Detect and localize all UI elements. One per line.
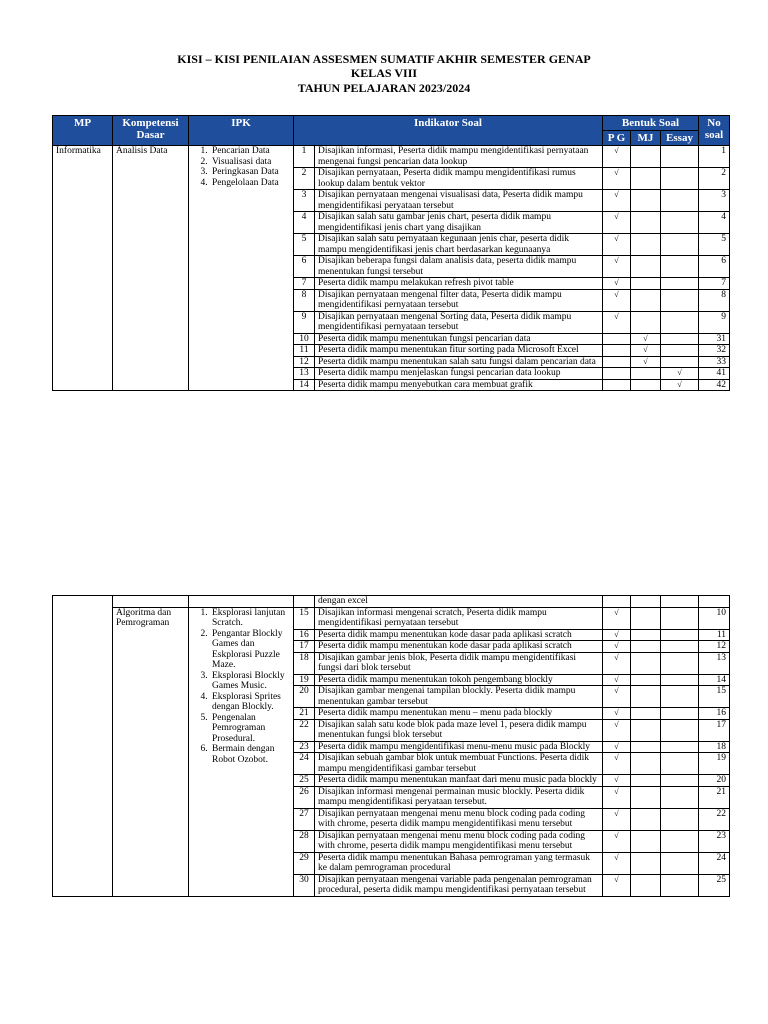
check-mj <box>631 379 661 391</box>
indicator-text: Peserta didik mampu menentukan Bahasa pemrograman yang termasuk ke dalam pemrograman procedural <box>315 852 603 874</box>
check-mj: √ <box>631 333 661 345</box>
indicator-number: 9 <box>294 311 315 333</box>
indicator-number: 11 <box>294 345 315 357</box>
indicator-text: Peserta didik mampu menyebutkan cara membuat grafik <box>315 379 603 391</box>
question-number: 42 <box>699 379 730 391</box>
ipk-item: 2. Visualisasi data <box>210 157 290 168</box>
ipk-item: 1. Pencarian Data <box>210 146 290 157</box>
indicator-text: Disajikan pernyataan mengenai variable pada pengenalan pemrograman procedural, peserta didik mampu mengidentifikasi pernyataan tersebut <box>315 874 603 896</box>
indicator-text: Disajikan pernyataan, Peserta didik mampu mengidentifikasi rumus lookup dalam bentuk vektor <box>315 168 603 190</box>
check-essay: √ <box>661 368 699 380</box>
check-mj <box>631 674 661 686</box>
check-mj <box>631 256 661 278</box>
question-number: 23 <box>699 830 730 852</box>
class-heading: KELAS VIII <box>350 66 418 80</box>
header-no-soal: No soal <box>699 116 730 146</box>
check-pg <box>603 345 631 357</box>
check-essay <box>661 311 699 333</box>
check-mj <box>631 234 661 256</box>
ipk-item: 4. Eksplorasi Sprites dengan Blockly. <box>210 692 290 713</box>
kisi-table <box>52 115 730 391</box>
indicator-number: 19 <box>294 674 315 686</box>
check-mj <box>631 719 661 741</box>
indicator-number: 8 <box>294 289 315 311</box>
check-pg: √ <box>603 808 631 830</box>
indicator-number: 4 <box>294 212 315 234</box>
empty-cell <box>113 596 189 608</box>
indicator-text: Peserta didik mampu menentukan kode dasar pada aplikasi scratch <box>315 641 603 653</box>
check-pg <box>603 333 631 345</box>
indicator-number: 15 <box>294 607 315 629</box>
indicator-number: 25 <box>294 775 315 787</box>
indicator-number: 26 <box>294 786 315 808</box>
question-number: 15 <box>699 686 730 708</box>
check-pg <box>603 368 631 380</box>
check-mj <box>631 753 661 775</box>
check-essay <box>661 289 699 311</box>
question-number: 31 <box>699 333 730 345</box>
check-essay <box>661 852 699 874</box>
indicator-number: 10 <box>294 333 315 345</box>
check-essay <box>661 775 699 787</box>
check-essay <box>661 356 699 368</box>
indicator-number: 6 <box>294 256 315 278</box>
ipk-item: 3. Eksplorasi Blockly Games Music. <box>210 671 290 692</box>
check-pg: √ <box>603 212 631 234</box>
indicator-number: 7 <box>294 278 315 290</box>
indicator-text: Peserta didik mampu melakukan refresh pivot table <box>315 278 603 290</box>
check-essay <box>661 168 699 190</box>
indicator-number: 17 <box>294 641 315 653</box>
check-mj <box>631 808 661 830</box>
check-mj <box>631 629 661 641</box>
check-mj <box>631 146 661 168</box>
check-essay <box>661 212 699 234</box>
question-number: 33 <box>699 356 730 368</box>
check-pg: √ <box>603 629 631 641</box>
ipk-item: 1. Eksplorasi lanjutan Scratch. <box>210 608 290 629</box>
empty-cell <box>294 596 315 608</box>
indicator-text: Disajikan salah satu gambar jenis chart, peserta didik mampu mengidentifikasi jenis chart yang disajikan <box>315 212 603 234</box>
indicator-number: 13 <box>294 368 315 380</box>
check-mj <box>631 168 661 190</box>
check-mj <box>631 830 661 852</box>
year-heading: TAHUN PELAJARAN 2023/2024 <box>297 81 471 95</box>
check-essay <box>661 278 699 290</box>
check-mj: √ <box>631 345 661 357</box>
check-pg: √ <box>603 719 631 741</box>
check-pg: √ <box>603 674 631 686</box>
ipk-item: 2. Pengantar Blockly Games dan Eskplorasi Puzzle Maze. <box>210 629 290 671</box>
continuation-row <box>53 596 730 608</box>
indicator-number: 29 <box>294 852 315 874</box>
header-mp: MP <box>53 116 113 146</box>
check-pg: √ <box>603 641 631 653</box>
check-essay <box>661 808 699 830</box>
indicator-number: 14 <box>294 379 315 391</box>
question-number: 18 <box>699 741 730 753</box>
indicator-text: Peserta didik mampu menentukan fitur sorting pada Microsoft Excel <box>315 345 603 357</box>
question-number: 5 <box>699 234 730 256</box>
check-mj <box>631 190 661 212</box>
check-pg: √ <box>603 652 631 674</box>
ipk-list <box>192 608 290 766</box>
indicator-number: 18 <box>294 652 315 674</box>
indicator-text: Peserta didik mampu menentukan salah satu fungsi dalam pencarian data <box>315 356 603 368</box>
kisi-table-continued <box>52 595 730 897</box>
question-number: 10 <box>699 607 730 629</box>
mata-pelajaran: Informatika <box>53 146 113 391</box>
indicator-text: Peserta didik mampu menentukan manfaat dari menu music pada blockly <box>315 775 603 787</box>
header-pg: P G <box>603 131 631 146</box>
check-mj <box>631 278 661 290</box>
check-essay <box>661 190 699 212</box>
check-mj <box>631 852 661 874</box>
check-essay <box>661 874 699 896</box>
question-number: 13 <box>699 652 730 674</box>
question-number: 3 <box>699 190 730 212</box>
empty-cell <box>631 596 661 608</box>
indicator-number: 24 <box>294 753 315 775</box>
indicator-text: Disajikan informasi mengenai permainan music blockly. Peserta didik mampu mengidentifikasi peryataan tersebut. <box>315 786 603 808</box>
kompetensi-dasar: Algoritma dan Pemrograman <box>113 607 189 896</box>
kompetensi-dasar: Analisis Data <box>113 146 189 391</box>
ipk-cell <box>189 607 294 896</box>
ipk-item: 6. Bermain dengan Robot Ozobot. <box>210 744 290 765</box>
check-essay <box>661 674 699 686</box>
check-pg: √ <box>603 775 631 787</box>
check-pg <box>603 379 631 391</box>
check-pg: √ <box>603 607 631 629</box>
indicator-number: 3 <box>294 190 315 212</box>
header-essay: Essay <box>661 131 699 146</box>
indicator-text: Disajikan salah satu pernyataan kegunaan jenis char, peserta didik mampu mengidentifikasi jenis chart berdasarkan kegunaanya <box>315 234 603 256</box>
check-mj <box>631 686 661 708</box>
check-essay <box>661 719 699 741</box>
question-number: 8 <box>699 289 730 311</box>
check-pg <box>603 356 631 368</box>
check-mj <box>631 874 661 896</box>
check-essay <box>661 234 699 256</box>
header-ipk: IPK <box>189 116 294 146</box>
check-mj <box>631 641 661 653</box>
check-mj <box>631 607 661 629</box>
table-row <box>53 146 730 168</box>
ipk-item: 4. Pengelolaan Data <box>210 178 290 189</box>
indicator-number: 20 <box>294 686 315 708</box>
check-mj <box>631 786 661 808</box>
indicator-number: 27 <box>294 808 315 830</box>
question-number: 16 <box>699 708 730 720</box>
empty-cell <box>699 596 730 608</box>
mata-pelajaran-empty <box>53 596 113 897</box>
check-mj <box>631 741 661 753</box>
check-essay: √ <box>661 379 699 391</box>
check-essay <box>661 345 699 357</box>
question-number: 41 <box>699 368 730 380</box>
check-mj <box>631 311 661 333</box>
indicator-number: 1 <box>294 146 315 168</box>
indicator-number: 5 <box>294 234 315 256</box>
indicator-text: Disajikan beberapa fungsi dalam analisis data, peserta didik mampu menentukan fungsi tersebut <box>315 256 603 278</box>
question-number: 12 <box>699 641 730 653</box>
empty-cell <box>603 596 631 608</box>
question-number: 9 <box>699 311 730 333</box>
check-pg: √ <box>603 741 631 753</box>
indicator-number: 28 <box>294 830 315 852</box>
question-number: 14 <box>699 674 730 686</box>
question-number: 19 <box>699 753 730 775</box>
check-pg: √ <box>603 852 631 874</box>
indicator-text: dengan excel <box>315 596 603 608</box>
question-number: 11 <box>699 629 730 641</box>
question-number: 17 <box>699 719 730 741</box>
indicator-text: Disajikan gambar mengenai tampilan blockly. Peserta didik mampu menentukan gambar tersebut <box>315 686 603 708</box>
check-essay <box>661 753 699 775</box>
check-pg: √ <box>603 289 631 311</box>
question-number: 7 <box>699 278 730 290</box>
question-number: 22 <box>699 808 730 830</box>
check-pg: √ <box>603 190 631 212</box>
check-pg: √ <box>603 168 631 190</box>
indicator-number: 16 <box>294 629 315 641</box>
indicator-text: Peserta didik mampu menentukan tokoh pengembang blockly <box>315 674 603 686</box>
header-bentuk-soal: Bentuk Soal <box>603 116 699 131</box>
header-kompetensi-dasar: Kompetensi Dasar <box>113 116 189 146</box>
indicator-text: Disajikan pernyataan mengenai menu menu block coding pada coding with chrome, peserta didik mampu mengidentifikasi menu tersebut <box>315 808 603 830</box>
check-mj <box>631 652 661 674</box>
check-essay <box>661 708 699 720</box>
indicator-text: Disajikan pernyataan mengenal filter data, Peserta didik mampu mengidentifikasi pernyataan tersebut <box>315 289 603 311</box>
check-pg: √ <box>603 686 631 708</box>
check-pg: √ <box>603 708 631 720</box>
check-mj <box>631 289 661 311</box>
indicator-text: Disajikan gambar jenis blok, Peserta didik mampu mengidentifikasi fungsi dari blok tersebut <box>315 652 603 674</box>
check-pg: √ <box>603 256 631 278</box>
ipk-item: 5. Pengenalan Pemrograman Prosedural. <box>210 713 290 745</box>
check-essay <box>661 146 699 168</box>
question-number: 25 <box>699 874 730 896</box>
check-mj <box>631 368 661 380</box>
header-indikator-soal: Indikator Soal <box>294 116 603 146</box>
indicator-text: Disajikan pernyataan mengenai menu menu block coding pada coding with chrome, peserta didik mampu mengidentifikasi menu tersebut <box>315 830 603 852</box>
indicator-text: Disajikan informasi, Peserta didik mampu mengidentifikasi pernyataan mengenai fungsi pencarian data lookup <box>315 146 603 168</box>
check-pg: √ <box>603 830 631 852</box>
question-number: 1 <box>699 146 730 168</box>
check-pg: √ <box>603 786 631 808</box>
question-number: 32 <box>699 345 730 357</box>
question-number: 24 <box>699 852 730 874</box>
ipk-cell <box>189 146 294 391</box>
indicator-number: 2 <box>294 168 315 190</box>
check-essay <box>661 686 699 708</box>
question-number: 2 <box>699 168 730 190</box>
check-essay <box>661 786 699 808</box>
table-row <box>53 607 730 629</box>
indicator-text: Disajikan informasi mengenai scratch, Peserta didik mampu mengidentifikasi pernyataan tersebut <box>315 607 603 629</box>
question-number: 6 <box>699 256 730 278</box>
indicator-text: Peserta didik mampu mengidentifikasi menu-menu music pada Blockly <box>315 741 603 753</box>
document-title: KISI – KISI PENILAIAN ASSESMEN SUMATIF AKHIR SEMESTER GENAP <box>177 52 591 66</box>
empty-cell <box>661 596 699 608</box>
ipk-item: 3. Peringkasan Data <box>210 167 290 178</box>
question-number: 20 <box>699 775 730 787</box>
indicator-text: Peserta didik mampu menentukan fungsi pencarian data <box>315 333 603 345</box>
check-pg: √ <box>603 874 631 896</box>
question-number: 4 <box>699 212 730 234</box>
check-mj <box>631 708 661 720</box>
check-pg: √ <box>603 146 631 168</box>
check-pg: √ <box>603 234 631 256</box>
check-essay <box>661 333 699 345</box>
indicator-text: Disajikan pernyataan mengenai visualisasi data, Peserta didik mampu mengidentifikasi peryataan tersebut <box>315 190 603 212</box>
check-mj: √ <box>631 356 661 368</box>
indicator-text: Peserta didik mampu menjelaskan fungsi pencarian data lookup <box>315 368 603 380</box>
indicator-text: Disajikan salah satu kode blok pada maze level 1, pesera didik mampu menentukan fungsi blok tersebut <box>315 719 603 741</box>
check-essay <box>661 256 699 278</box>
header-mj: MJ <box>631 131 661 146</box>
indicator-text: Disajikan sebuah gambar blok untuk membuat Functions. Peserta didik mampu mengidentifikasi gambar tersebut <box>315 753 603 775</box>
indicator-number: 21 <box>294 708 315 720</box>
ipk-list <box>192 146 290 188</box>
check-essay <box>661 741 699 753</box>
check-essay <box>661 652 699 674</box>
indicator-number: 22 <box>294 719 315 741</box>
check-essay <box>661 830 699 852</box>
check-essay <box>661 607 699 629</box>
indicator-number: 30 <box>294 874 315 896</box>
indicator-number: 23 <box>294 741 315 753</box>
indicator-text: Peserta didik mampu menentukan menu – menu pada blockly <box>315 708 603 720</box>
check-essay <box>661 641 699 653</box>
indicator-number: 12 <box>294 356 315 368</box>
check-pg: √ <box>603 753 631 775</box>
question-number: 21 <box>699 786 730 808</box>
indicator-text: Disajikan pernyataan mengenal Sorting data, Peserta didik mampu mengidentifikasi pernyataan tersebut <box>315 311 603 333</box>
check-mj <box>631 775 661 787</box>
check-pg: √ <box>603 311 631 333</box>
check-mj <box>631 212 661 234</box>
indicator-text: Peserta didik mampu menentukan kode dasar pada aplikasi scratch <box>315 629 603 641</box>
check-pg: √ <box>603 278 631 290</box>
check-essay <box>661 629 699 641</box>
empty-cell <box>189 596 294 608</box>
